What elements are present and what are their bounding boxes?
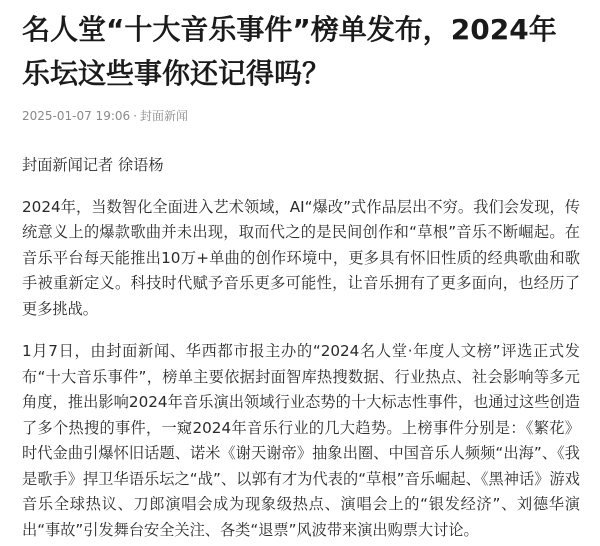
article-title: 名人堂“十大音乐事件”榜单发布，2024年乐坛这些事你还记得吗？ — [22, 13, 557, 90]
reporter-line: 封面新闻记者 徐语杨 — [22, 156, 164, 174]
article-paragraph-2: 1月7日，由封面新闻、华西都市报主办的“2024名人堂·年度人文榜”评选正式发布“十大音乐事件”，榜单主要依据封面智库热搜数据、行业热点、社会影响等多元角度，推出影响2024年音乐演出领域行业态势的十大标志性事件，也通过这些创造了多个热搜的事件，一窥2024年音乐行业的几大趋势。上榜事件分别是：《繁花》时代金曲引爆怀旧话题、诺米《谢天谢帝》抽象出圈、中国音乐人频频“出海”、《我是歌手》捍卫华语乐坛之“战”、以郭有才为代表的“草根”音乐崛起、《黑神话》游戏音乐全球热议、刀郎演唱会成为现象级热点、演唱会上的“银发经济”、刘德华演出“事故”引发舞台安全关注、各类“退票”风波带来演出购票大讨论。 — [22, 342, 580, 539]
article-body — [22, 153, 580, 543]
article-meta — [22, 108, 580, 124]
meta-separator: · — [133, 109, 137, 123]
article-source: 封面新闻 — [139, 109, 188, 123]
publish-datetime: 2025-01-07 19:06 — [22, 109, 131, 123]
article-paragraph-1: 2024年，当数智化全面进入艺术领域，AI“爆改”式作品层出不穷。我们会发现，传统意义上的爆款歌曲并未出现，取而代之的是民间创作和“草根”音乐不断崛起。在音乐平台每天能推出10万+单曲的创作环境中，更多具有怀旧性质的经典歌曲和歌手被重新定义。科技时代赋予音乐更多可能性，让音乐拥有了更多面向，也经历了更多挑战。 — [22, 197, 580, 318]
